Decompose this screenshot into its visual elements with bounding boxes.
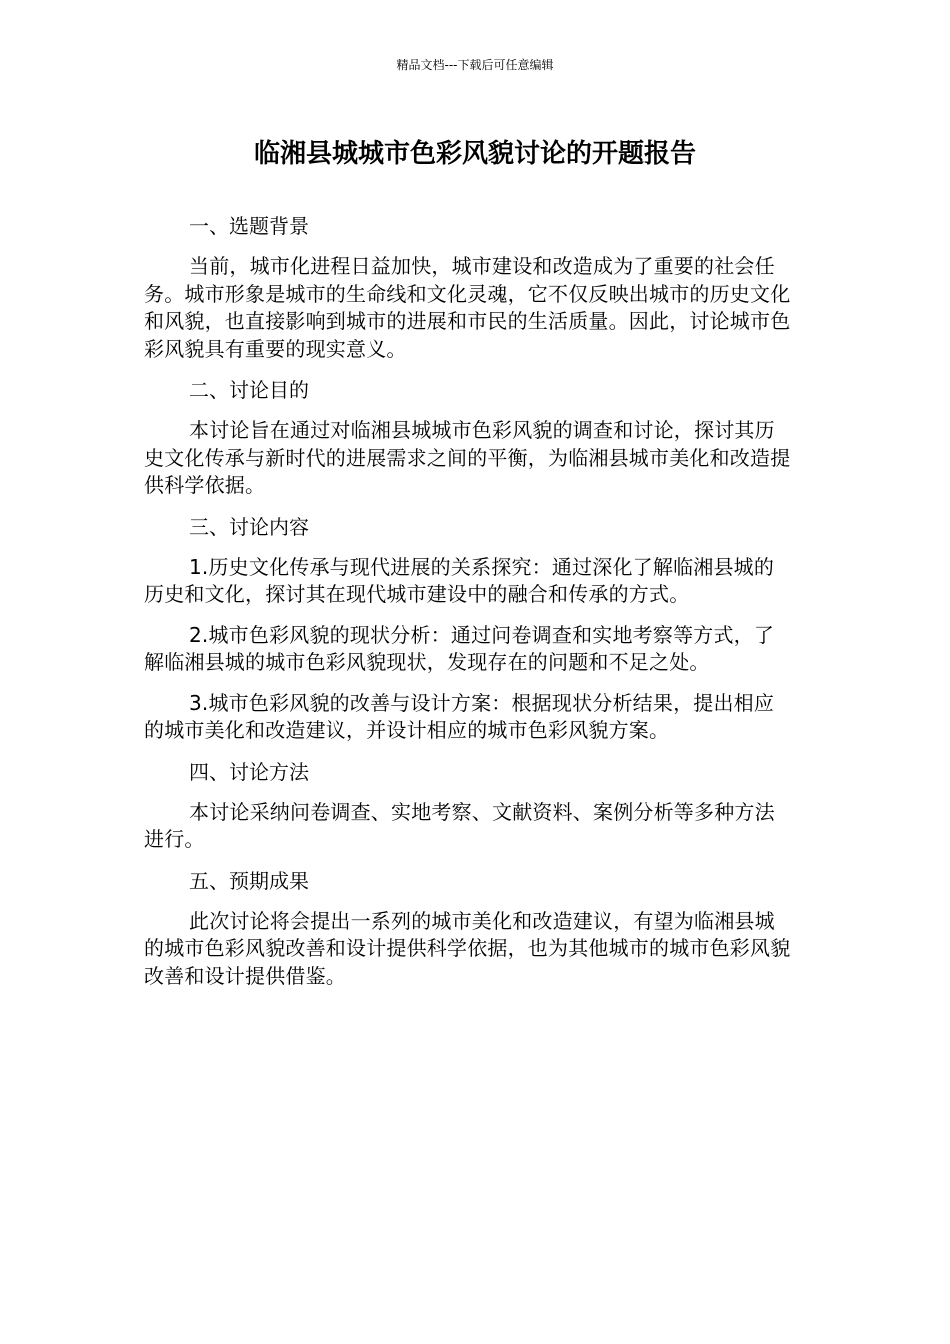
section-heading-outcome: 五、预期成果 bbox=[189, 868, 309, 893]
section-heading-content: 三、讨论内容 bbox=[189, 514, 309, 539]
section-heading-background: 一、选题背景 bbox=[189, 214, 309, 238]
paragraph-background: 当前，城市化进程日益加快，城市建设和改造成为了重要的社会任务。城市形象是城市的生命线和文化灵魂，它不仅反映出城市的历史文化和风貌，也直接影响到城市的进展和市民的生活质量。因此，讨论城市色彩风貌具有重要的现实意义。 bbox=[144, 254, 791, 361]
paragraph-method: 本讨论采纳问卷调查、实地考察、文献资料、案例分析等多种方法进行。 bbox=[144, 799, 775, 851]
section-heading-purpose: 二、讨论目的 bbox=[189, 378, 309, 402]
page-header: 精品文档---下载后可任意编辑 bbox=[396, 58, 554, 72]
paragraph-content-item-3: 3.城市色彩风貌的改善与设计方案：根据现状分析结果，提出相应的城市美化和改造建议，并设计相应的城市色彩风貌方案。 bbox=[144, 690, 775, 742]
paragraph-content-item-2: 2.城市色彩风貌的现状分析：通过问卷调查和实地考察等方式，了解临湘县城的城市色彩风貌现状，发现存在的问题和不足之处。 bbox=[144, 622, 775, 674]
paragraph-content-item-1: 1.历史文化传承与现代进展的关系探究：通过深化了解临湘县城的历史和文化，探讨其在现代城市建设中的融合和传承的方式。 bbox=[144, 554, 775, 606]
document-body bbox=[144, 212, 792, 1003]
document-title: 临湘县城城市色彩风貌讨论的开题报告 bbox=[253, 139, 696, 169]
section-heading-method: 四、讨论方法 bbox=[189, 759, 309, 784]
paragraph-outcome: 此次讨论将会提出一系列的城市美化和改造建议，有望为临湘县城的城市色彩风貌改善和设计提供科学依据，也为其他城市的城市色彩风貌改善和设计提供借鉴。 bbox=[144, 908, 791, 988]
paragraph-purpose: 本讨论旨在通过对临湘县城城市色彩风貌的调查和讨论，探讨其历史文化传承与新时代的进展需求之间的平衡，为临湘县城市美化和改造提供科学依据。 bbox=[144, 418, 791, 497]
